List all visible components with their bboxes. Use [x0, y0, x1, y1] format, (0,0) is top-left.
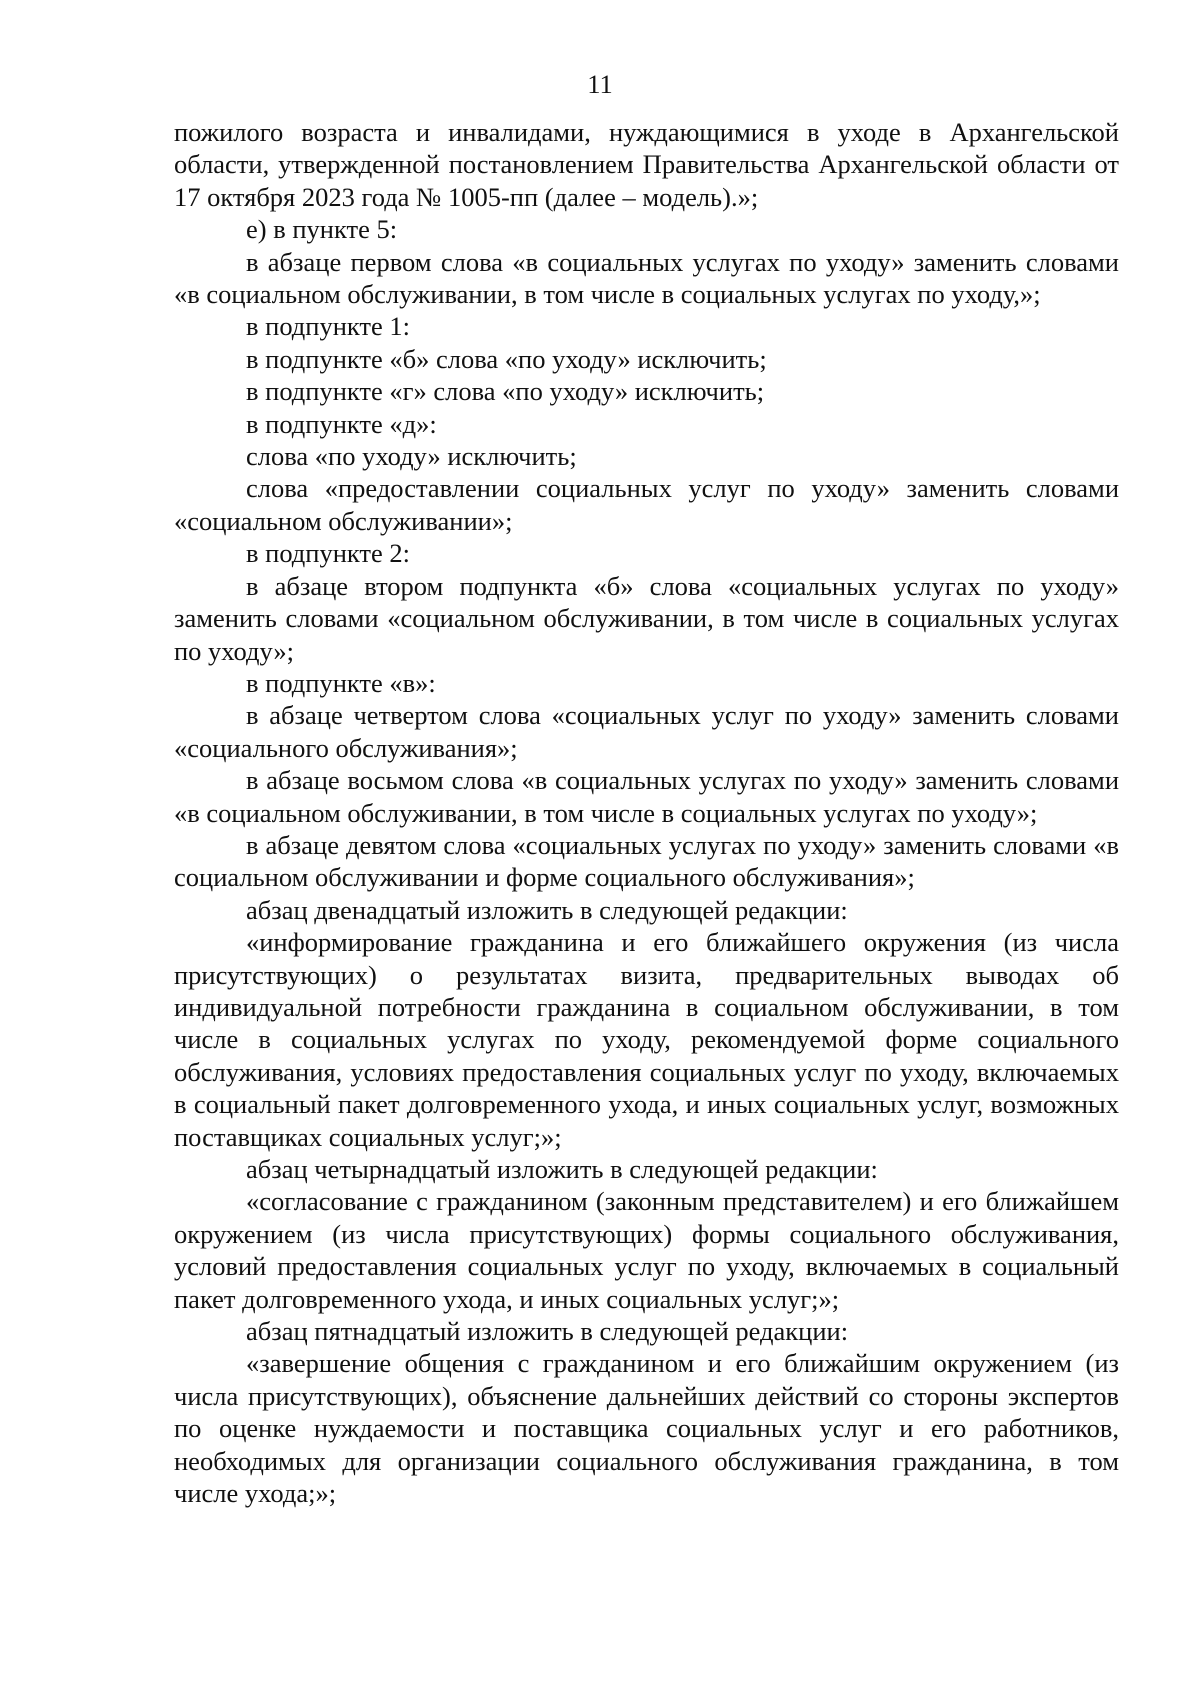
paragraph: «информирование гражданина и его ближайшего окружения (из числа присутствующих) о результатах визита, предварительных выводах об индивидуальной потребности гражданина в социальном обслуживании, в том числе в социальных услугах по уходу, рекомендуемой форме социального обслуживания, условиях предоставления социальных услуг по уходу, включаемых в социальный пакет долговременного ухода, и иных социальных услуг, возможных поставщиках социальных услуг;»;: [174, 927, 1119, 1152]
paragraph: абзац четырнадцатый изложить в следующей редакции:: [246, 1154, 878, 1184]
paragraph: «завершение общения с гражданином и его ближайшим окружением (из числа присутствующих), объяснение дальнейших действий со стороны экспертов по оценке нуждаемости и поставщика социальных услуг и его работников, необходимых для организации социального обслуживания гражданина, в том числе ухода;»;: [174, 1348, 1119, 1509]
paragraph: в подпункте «в»:: [246, 667, 436, 698]
paragraph: в абзаце первом слова «в социальных услугах по уходу» заменить словами «в социальном обслуживании, в том числе в социальных услугах по уходу,»;: [174, 246, 1119, 310]
document-body: [174, 116, 1119, 1509]
paragraph: в подпункте 1:: [246, 311, 411, 342]
paragraph: в абзаце девятом слова «социальных услугах по уходу» заменить словами «в социальном обслуживании и форме социального обслуживания»;: [174, 829, 1119, 893]
page-number: 11: [587, 69, 613, 99]
paragraph: в подпункте «г» слова «по уходу» исключить;: [246, 376, 765, 407]
paragraph: в подпункте «б» слова «по уходу» исключить;: [246, 343, 767, 374]
paragraph: «согласование с гражданином (законным представителем) и его ближайшем окружением (из числа присутствующих) формы социального обслуживания, условий предоставления социальных услуг по уходу, включаемых в социальный пакет долговременного ухода, и иных социальных услуг;»;: [174, 1186, 1119, 1314]
paragraph: абзац двенадцатый изложить в следующей редакции:: [246, 894, 848, 925]
paragraph: в подпункте 2:: [246, 538, 411, 569]
paragraph: е) в пункте 5:: [246, 214, 398, 245]
paragraph: в абзаце втором подпункта «б» слова «социальных услугах по уходу» заменить словами «социальном обслуживании, в том числе в социальных услугах по уходу»;: [174, 570, 1119, 666]
paragraph: в абзаце четвертом слова «социальных услуг по уходу» заменить словами «социального обслуживания»;: [174, 700, 1119, 763]
paragraph: слова «предоставлении социальных услуг по уходу» заменить словами «социальном обслуживании»;: [174, 473, 1119, 536]
paragraph: в подпункте «д»:: [246, 408, 437, 439]
paragraph: слова «по уходу» исключить;: [246, 441, 577, 472]
paragraph: пожилого возраста и инвалидами, нуждающимися в уходе в Архангельской области, утвержденной постановлением Правительства Архангельской области от 17 октября 2023 года № 1005-пп (далее – модель).»;: [174, 117, 1119, 212]
paragraph: в абзаце восьмом слова «в социальных услугах по уходу» заменить словами «в социальном обслуживании, в том числе в социальных услугах по уходу»;: [174, 765, 1119, 828]
paragraph: абзац пятнадцатый изложить в следующей редакции:: [246, 1316, 849, 1347]
